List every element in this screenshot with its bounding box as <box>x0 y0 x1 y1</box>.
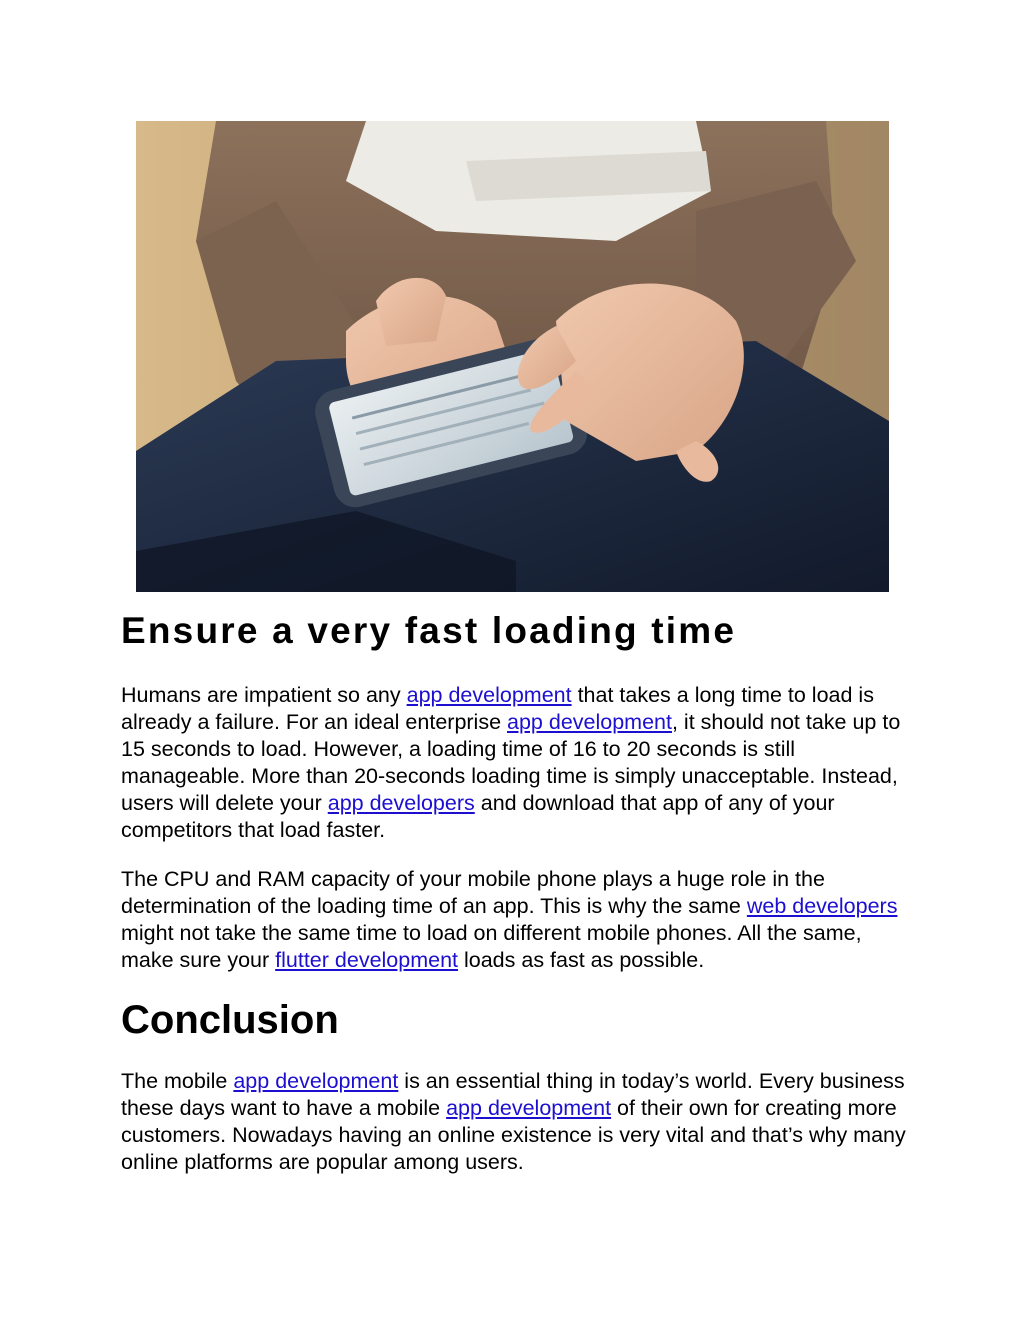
text-run: is an essential thing in today’s world. Every business these days want to have a mobile <box>121 1069 905 1120</box>
text-run: of their own for creating more customers. Nowadays having an online existence is very vital and that’s why many online platforms are popular among users. <box>121 1096 906 1174</box>
text-run: The mobile <box>121 1069 234 1093</box>
link-web-developers[interactable]: web developers <box>746 894 898 918</box>
link-app-development[interactable]: app development <box>507 710 672 734</box>
link-flutter-development[interactable]: flutter development <box>275 948 459 972</box>
paragraph-loading-time-2 <box>121 866 911 974</box>
article-body <box>121 608 911 1198</box>
paragraph-conclusion <box>121 1068 911 1176</box>
paragraph-loading-time-1 <box>121 682 911 844</box>
text-run: Humans are impatient so any <box>121 683 407 707</box>
link-app-development[interactable]: app development <box>406 683 572 707</box>
link-app-developers[interactable]: app developers <box>327 791 475 815</box>
link-app-development[interactable]: app development <box>233 1069 399 1093</box>
section-heading-loading-time: Ensure a very fast loading time <box>121 610 737 651</box>
text-run: The CPU and RAM capacity of your mobile phone plays a huge role in the determination of the loading time of an app. This is why the same <box>121 867 825 918</box>
link-app-development[interactable]: app development <box>446 1096 612 1120</box>
text-run: that takes a long time to load is already a failure. For an ideal enterprise <box>121 683 874 734</box>
hero-photo <box>136 121 889 592</box>
text-run: loads as fast as possible. <box>458 948 705 972</box>
text-run: , it should not take up to 15 seconds to load. However, a loading time of 16 to 20 seconds is still manageable. More than 20-seconds loading time is simply unacceptable. Instead, users will delete your <box>121 710 901 815</box>
section-heading-conclusion: Conclusion <box>121 998 339 1042</box>
text-run: might not take the same time to load on different mobile phones. All the same, make sure your <box>121 921 862 972</box>
text-run: and download that app of any of your competitors that load faster. <box>121 791 835 842</box>
